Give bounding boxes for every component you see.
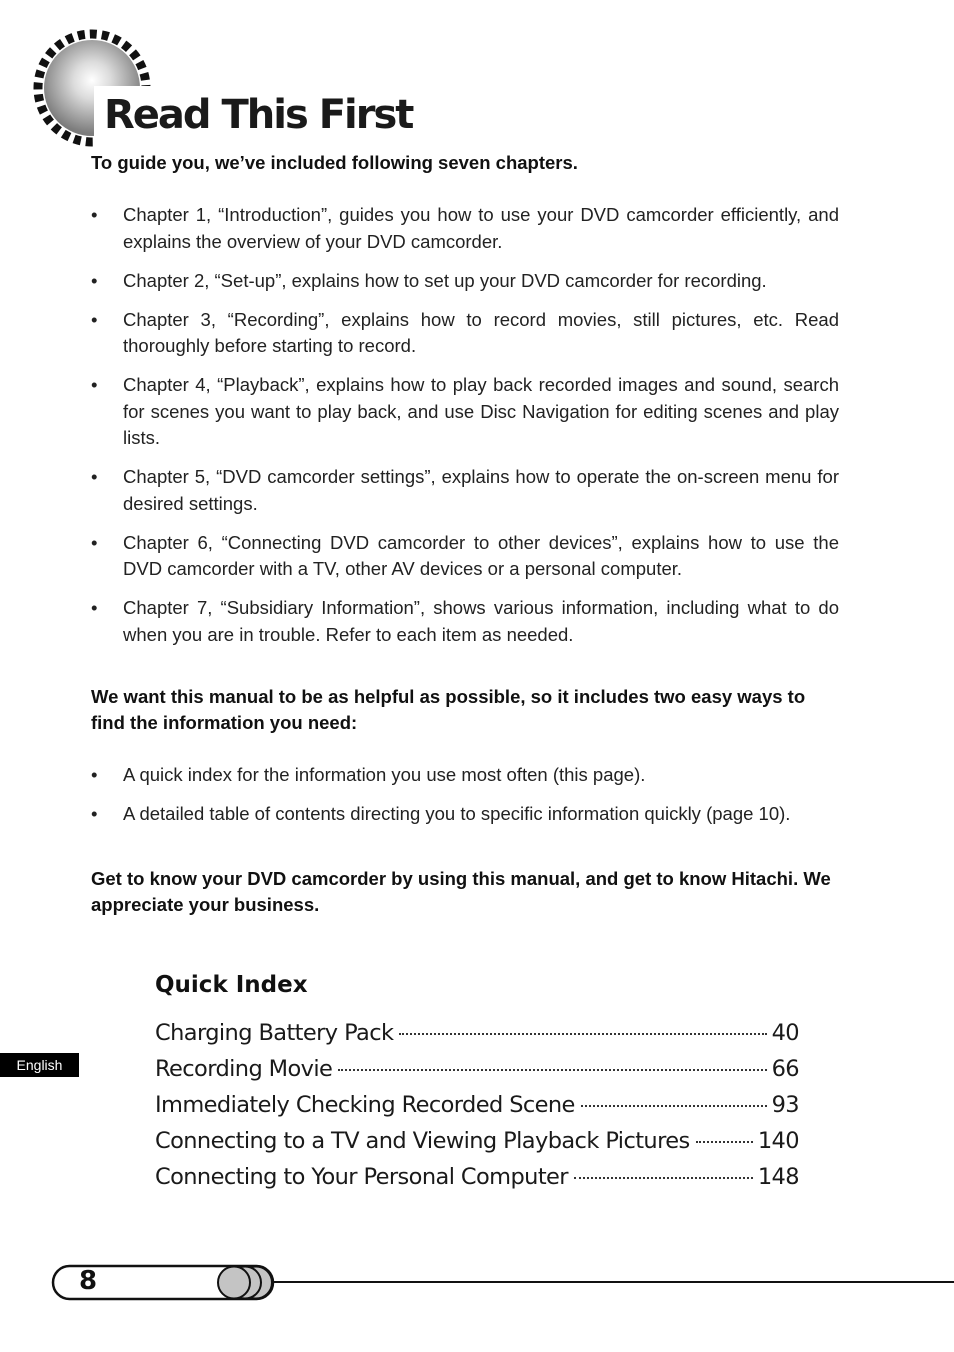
ways-list: [91, 762, 839, 840]
list-item-text: Chapter 4, “Playback”, explains how to play back recorded images and sound, search for scenes you want to play back, and use Disc Navigation for editing scenes and play lists.: [123, 374, 839, 448]
dot-leader: [696, 1141, 753, 1143]
quick-index-heading: Quick Index: [155, 972, 308, 998]
list-item: [91, 464, 839, 517]
bullet-icon: •: [91, 308, 98, 330]
list-item: [91, 307, 839, 360]
list-item-text: Chapter 7, “Subsidiary Information”, shows various information, including what to do when you are in trouble. Refer to each item as needed.: [123, 597, 839, 645]
list-item: [91, 268, 839, 295]
language-tab: English: [0, 1053, 79, 1077]
list-item: [91, 530, 839, 583]
bullet-icon: •: [91, 803, 98, 824]
entry-label: Connecting to Your Personal Computer: [155, 1164, 568, 1190]
list-item-text: Chapter 2, “Set-up”, explains how to set up your DVD camcorder for recording.: [123, 269, 767, 291]
entry-label: Charging Battery Pack: [155, 1020, 394, 1046]
bullet-icon: •: [91, 204, 98, 225]
entry-label: Immediately Checking Recorded Scene: [155, 1092, 575, 1118]
list-item: [91, 762, 839, 789]
list-item-text: A detailed table of contents directing you to specific information quickly (page 10).: [123, 803, 791, 824]
bullet-icon: •: [91, 374, 98, 395]
entry-label: Connecting to a TV and Viewing Playback Pictures: [155, 1128, 690, 1154]
quick-index-entry[interactable]: [155, 1164, 799, 1200]
dot-leader: [338, 1069, 766, 1071]
entry-page: 66: [771, 1056, 799, 1082]
bullet-icon: •: [91, 531, 98, 553]
closing-text: Get to know your DVD camcorder by using this manual, and get to know Hitachi. We appreciate your business.: [91, 868, 831, 915]
dot-leader: [574, 1177, 753, 1179]
quick-index-list: [155, 1020, 799, 1200]
page-title: Read This First: [104, 92, 413, 138]
entry-page: 93: [771, 1092, 799, 1118]
list-item: [91, 801, 839, 828]
entry-label: Recording Movie: [155, 1056, 333, 1082]
helpful-intro-text: We want this manual to be as helpful as possible, so it includes two easy ways to find the information you need:: [91, 686, 806, 733]
entry-page: 140: [757, 1128, 799, 1154]
list-item-text: Chapter 1, “Introduction”, guides you how to use your DVD camcorder efficiently, and explains the overview of your DVD camcorder.: [123, 204, 839, 252]
bullet-icon: •: [91, 269, 98, 291]
footer-decoration: [0, 1260, 954, 1306]
entry-page: 40: [771, 1020, 799, 1046]
page-number: 8: [78, 1266, 98, 1296]
intro-text: To guide you, we’ve included following seven chapters.: [91, 152, 578, 173]
list-item: [91, 202, 839, 255]
bullet-icon: •: [91, 597, 98, 618]
list-item: [91, 595, 839, 648]
entry-page: 148: [757, 1164, 799, 1190]
list-item-text: Chapter 6, “Connecting DVD camcorder to other devices”, explains how to use the DVD camcorder with a TV, other AV devices or a personal computer.: [123, 531, 839, 579]
quick-index-entry[interactable]: [155, 1020, 799, 1056]
bullet-icon: •: [91, 466, 98, 487]
dot-leader: [581, 1105, 767, 1107]
list-item-text: A quick index for the information you use most often (this page).: [123, 764, 646, 785]
list-item-text: Chapter 3, “Recording”, explains how to record movies, still pictures, etc. Read thoroughly before starting to record.: [123, 308, 839, 356]
quick-index-entry[interactable]: [155, 1128, 799, 1164]
bullet-icon: •: [91, 764, 98, 785]
chapter-list: [91, 202, 839, 661]
list-item: [91, 372, 839, 452]
quick-index-entry[interactable]: [155, 1092, 799, 1128]
list-item-text: Chapter 5, “DVD camcorder settings”, explains how to operate the on-screen menu for desired settings.: [123, 466, 839, 514]
quick-index-entry[interactable]: [155, 1056, 799, 1092]
dot-leader: [399, 1033, 766, 1035]
